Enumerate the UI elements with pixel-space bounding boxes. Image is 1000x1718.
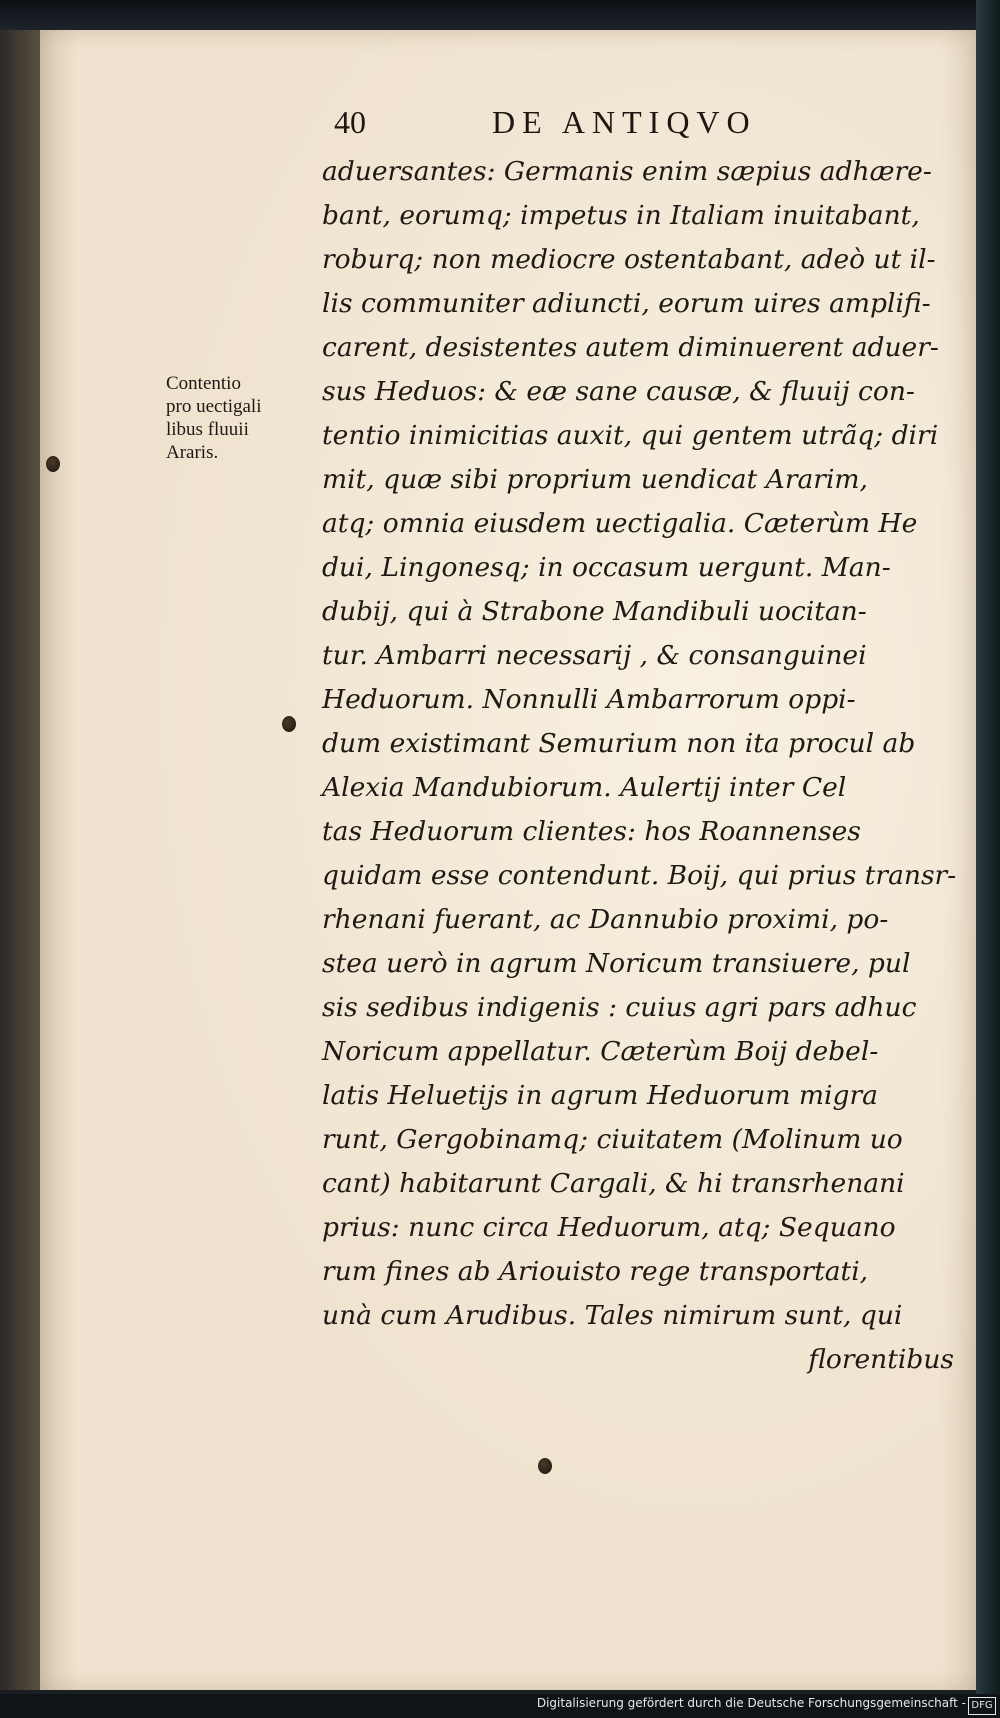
marginal-note-line: pro uectigali [166,396,262,417]
body-text [322,150,962,1382]
text-line: bant, eorumq; impetus in Italiam inuitabant, [322,200,920,231]
marginal-note [166,372,326,464]
binding-hole [538,1458,552,1474]
text-line: tur. Ambarri necessarij , & consanguinei [322,640,867,671]
text-line: cant) habitarunt Cargali, & hi transrhenani [322,1168,905,1199]
scan-background-top [0,0,1000,34]
text-line: lis communiter adiuncti, eorum uires amplifi- [322,288,931,319]
catchword: florentibus [808,1344,954,1375]
marginal-note-line: Contentio [166,373,241,394]
text-line: Heduorum. Nonnulli Ambarrorum oppi- [322,684,856,715]
digitization-footer [0,1694,1000,1718]
marginal-note-line: libus fluuii [166,419,249,440]
text-line: unà cum Arudibus. Tales nimirum sunt, qui [322,1300,903,1331]
scan-background-right [976,0,1000,1718]
running-head: DE ANTIQVO [492,104,757,140]
text-line: latis Heluetijs in agrum Heduorum migra [322,1080,878,1111]
dfg-logo: DFG [968,1697,996,1715]
digitization-credit: Digitalisierung gefördert durch die Deutsche Forschungsgemeinschaft - [536,1696,966,1710]
text-line: prius: nunc circa Heduorum, atq; Sequano [322,1212,896,1243]
text-line: roburq; non mediocre ostentabant, adeò ut il- [322,244,936,275]
text-line: carent, desistentes autem diminuerent aduer- [322,332,939,363]
text-line: tentio inimicitias auxit, qui gentem utrãq; diri [322,420,939,451]
text-line: Alexia Mandubiorum. Aulertij inter Cel [322,772,847,803]
text-line: aduersantes: Germanis enim sæpius adhære- [322,156,932,187]
text-line: dui, Lingonesq; in occasum uergunt. Man- [322,552,891,583]
text-line: rhenani fuerant, ac Dannubio proximi, po- [322,904,889,935]
text-line: mit, quæ sibi proprium uendicat Ararim, [322,464,868,495]
text-line: Noricum appellatur. Cæterùm Boij debel- [322,1036,879,1067]
text-line: atq; omnia eiusdem uectigalia. Cæterùm He [322,508,918,539]
page-number: 40 [334,104,366,140]
text-line: dum existimant Semurium non ita procul ab [322,728,916,759]
text-line: tas Heduorum clientes: hos Roannenses [322,816,861,847]
marginal-note-line: Araris. [166,442,219,463]
text-line: rum fines ab Ariouisto rege transportati, [322,1256,869,1287]
text-line: quidam esse contendunt. Boij, qui prius transr- [322,860,957,891]
binding-hole [46,456,60,472]
text-line: sus Heduos: & eæ sane causæ, & fluuij con- [322,376,915,407]
binding-hole [282,716,296,732]
text-line: sis sedibus indigenis : cuius agri pars adhuc [322,992,917,1023]
text-line: dubij, qui à Strabone Mandibuli uocitan- [322,596,867,627]
book-gutter [0,30,42,1690]
text-line: stea uerò in agrum Noricum transiuere, pul [322,948,911,979]
page-header [334,104,874,154]
text-line: runt, Gergobinamq; ciuitatem (Molinum uo [322,1124,903,1155]
